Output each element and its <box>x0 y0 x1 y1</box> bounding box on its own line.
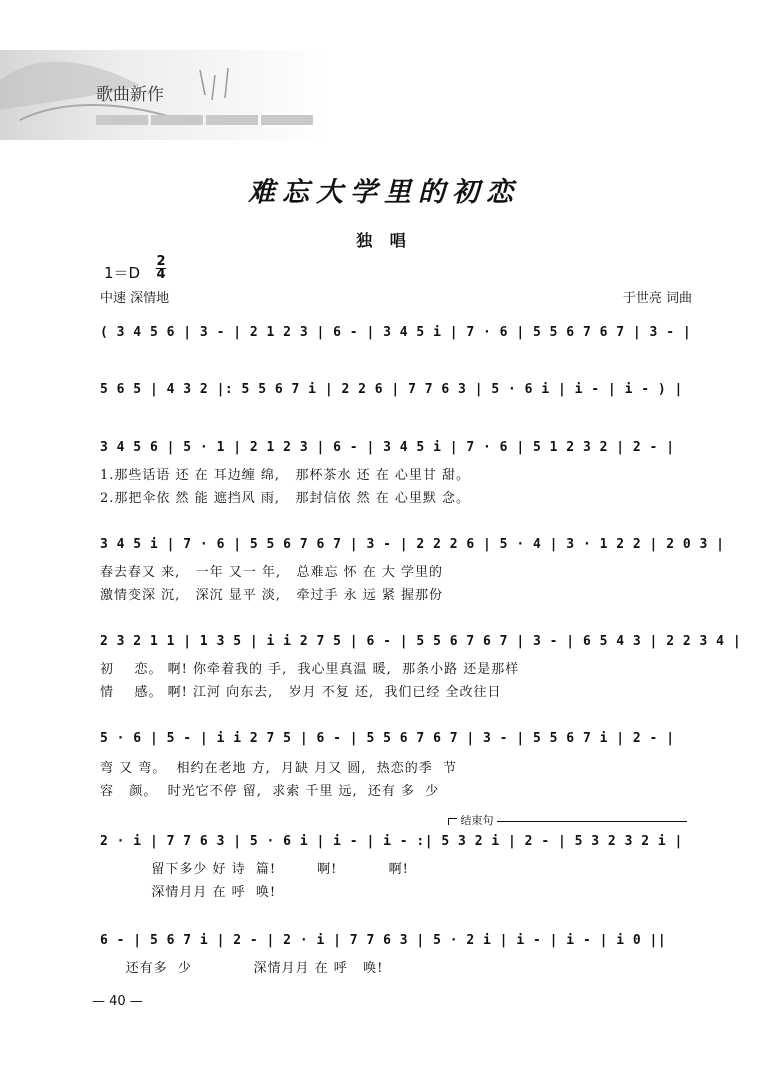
lyric-line: 春去春又 来, 一年 又一 年, 总难忘 怀 在 大 学里的 <box>100 565 443 580</box>
score-line-7: 2 · i | 7 7 6 3 | 5 · 6 i | i - | i - :| 5 3 2 i | 2 - | 5 3 2 3 2 i | <box>100 834 683 849</box>
lyric-line: 弯 又 弯。 相约在老地 方, 月缺 月又 圆, 热恋的季 节 <box>100 761 457 776</box>
song-subtitle: 独 唱 <box>356 231 412 250</box>
composer-credit: 于世亮 词曲 <box>622 291 692 306</box>
coda-marker <box>448 812 687 828</box>
key-signature: 1＝D <box>104 264 141 282</box>
lyric-line: 1.那些话语 还 在 耳边缠 绵, 那杯茶水 还 在 心里甘 甜。 <box>100 468 470 483</box>
lyric-line: 2.那把伞依 然 能 遮挡风 雨, 那封信依 然 在 心里默 念。 <box>100 491 470 506</box>
coda-marker-label: 结束句 <box>460 814 494 827</box>
section-label: 歌曲新作 <box>96 85 164 105</box>
time-signature <box>156 256 166 281</box>
score-line-2: 5 6 5 | 4 3 2 |: 5 5 6 7 i | 2 2 6 | 7 7 6 3 | 5 · 6 i | i - | i - ) | <box>100 382 683 397</box>
score-line-3: 3 4 5 6 | 5 · 1 | 2 1 2 3 | 6 - | 3 4 5 i | 7 · 6 | 5 1 2 3 2 | 2 - | <box>100 440 675 455</box>
song-title: 难忘大学里的初恋 <box>248 177 520 208</box>
lyric-line: 情 感。 啊! 江河 向东去, 岁月 不复 还, 我们已经 全改往日 <box>100 685 502 700</box>
score-line-1: ( 3 4 5 6 | 3 - | 2 1 2 3 | 6 - | 3 4 5 i | 7 · 6 | 5 5 6 7 6 7 | 3 - | <box>100 325 692 340</box>
score-line-4: 3 4 5 i | 7 · 6 | 5 5 6 7 6 7 | 3 - | 2 2 2 6 | 5 · 4 | 3 · 1 2 2 | 2 0 3 | <box>100 537 725 552</box>
lyric-line: 容 颜。 时光它不停 留, 求索 千里 远, 还有 多 少 <box>100 784 440 799</box>
page-number: — 40 — <box>92 994 143 1009</box>
score-line-8: 6 - | 5 6 7 i | 2 - | 2 · i | 7 7 6 3 | 5 · 2 i | i - | i - | i 0 || <box>100 933 667 948</box>
lyric-line: 初 恋。 啊! 你牵着我的 手, 我心里真温 暖, 那条小路 还是那样 <box>100 662 520 677</box>
score-line-6: 5 · 6 | 5 - | i i 2 7 5 | 6 - | 5 5 6 7 6 7 | 3 - | 5 5 6 7 i | 2 - | <box>100 731 675 746</box>
lyric-line: 还有多 少 深情月月 在 呼 唤! <box>100 961 384 976</box>
score-line-5: 2 3 2 1 1 | 1 3 5 | i i 2 7 5 | 6 - | 5 5 6 7 6 7 | 3 - | 6 5 4 3 | 2 2 3 4 | <box>100 634 742 649</box>
time-sig-bottom: 4 <box>156 267 166 282</box>
time-sig-top: 2 <box>156 254 166 269</box>
grey-blocks <box>96 110 316 129</box>
lyric-line: 激情变深 沉, 深沉 显平 淡, 牵过手 永 远 紧 握那份 <box>100 588 443 603</box>
lyric-line: 深情月月 在 呼 唤! <box>100 885 277 900</box>
tempo-marking: 中速 深情地 <box>100 291 170 306</box>
lyric-line: 留下多少 好 诗 篇! 啊! 啊! <box>100 862 409 877</box>
